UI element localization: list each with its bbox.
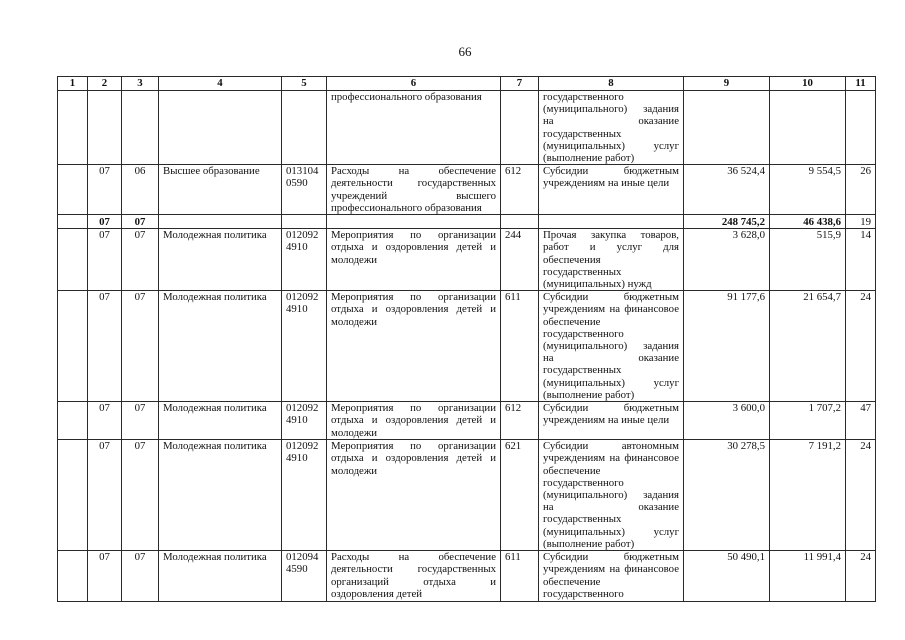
cell-line: 612 <box>505 402 522 415</box>
cell-col-1 <box>58 165 88 215</box>
table-body <box>58 91 876 602</box>
cell-line: 07 <box>99 440 110 453</box>
cell-col-6 <box>327 165 501 215</box>
cell-col-8 <box>539 291 684 402</box>
cell-line: отдыха и оздоровления детей и <box>331 303 496 316</box>
cell-line: обеспечения <box>543 253 601 266</box>
table-row <box>58 229 876 291</box>
cell-line: Мероприятия по организации <box>331 440 496 453</box>
cell-line: государственного <box>543 476 624 489</box>
cell-col-4 <box>159 402 282 440</box>
cell-line: (муниципального) задания <box>543 340 679 353</box>
cell-col-7 <box>501 440 539 551</box>
cell-line: (выполнение работ) <box>543 537 635 550</box>
cell-line: 30 278,5 <box>727 440 765 453</box>
cell-line: работ и услуг для <box>543 241 679 254</box>
cell-col-6 <box>327 229 501 291</box>
cell-line: 14 <box>860 229 871 242</box>
cell-col-3 <box>122 91 159 165</box>
cell-col-7 <box>501 215 539 229</box>
cell-col-7 <box>501 165 539 215</box>
cell-line: 07 <box>134 291 146 304</box>
cell-line: деятельности государственных <box>331 563 496 576</box>
header-row <box>58 77 876 91</box>
cell-col-9 <box>684 215 770 229</box>
cell-line: 012092 <box>286 291 319 304</box>
cell-col-4 <box>159 440 282 551</box>
cell-line: Расходы на обеспечение <box>331 165 496 178</box>
cell-col-9 <box>684 551 770 602</box>
cell-line: 07 <box>99 551 110 564</box>
cell-line: 06 <box>134 165 146 178</box>
cell-col-10 <box>770 165 846 215</box>
cell-col-6 <box>327 91 501 165</box>
cell-col-8 <box>539 229 684 291</box>
cell-line: (муниципальных) нужд <box>543 278 652 291</box>
column-header-7: 7 <box>501 77 539 91</box>
cell-col-7 <box>501 402 539 440</box>
column-header-10: 10 <box>770 77 846 91</box>
cell-line: отдыха и оздоровления детей и <box>331 414 496 427</box>
cell-line: 36 524,4 <box>727 165 765 178</box>
cell-col-9 <box>684 440 770 551</box>
cell-line: 07 <box>134 551 146 564</box>
cell-line: 012092 <box>286 229 319 242</box>
cell-line: Субсидии бюджетным <box>543 551 679 564</box>
table-header <box>58 77 876 91</box>
cell-line: 11 991,4 <box>803 551 841 564</box>
cell-line: 1 707,2 <box>808 402 841 415</box>
cell-col-2 <box>88 551 122 602</box>
cell-line: 4910 <box>286 452 308 465</box>
cell-col-6 <box>327 215 501 229</box>
cell-line: 07 <box>99 229 110 242</box>
cell-col-7 <box>501 229 539 291</box>
cell-line: молодежи <box>331 253 378 266</box>
cell-col-1 <box>58 229 88 291</box>
cell-line: Молодежная политика <box>163 291 267 304</box>
cell-line: 4910 <box>286 241 308 254</box>
cell-col-10 <box>770 91 846 165</box>
cell-line: (выполнение работ) <box>543 152 635 165</box>
cell-line: 50 490,1 <box>727 551 765 564</box>
column-header-4: 4 <box>159 77 282 91</box>
cell-col-11 <box>846 229 876 291</box>
cell-col-11 <box>846 165 876 215</box>
cell-line: 7 191,2 <box>808 440 841 453</box>
table-row <box>58 402 876 440</box>
cell-line: государственных <box>543 265 622 278</box>
cell-col-1 <box>58 91 88 165</box>
cell-line: 611 <box>505 551 521 564</box>
cell-col-7 <box>501 551 539 602</box>
cell-col-5 <box>282 551 327 602</box>
column-header-8: 8 <box>539 77 684 91</box>
column-header-9: 9 <box>684 77 770 91</box>
cell-line: 3 600,0 <box>732 402 765 415</box>
cell-line: 4590 <box>286 563 308 576</box>
cell-line: 07 <box>134 402 146 415</box>
column-header-3: 3 <box>122 77 159 91</box>
cell-line: 46 438,6 <box>803 215 841 228</box>
cell-col-11 <box>846 91 876 165</box>
cell-line: профессионального образования <box>331 91 482 103</box>
cell-col-10 <box>770 402 846 440</box>
cell-col-5 <box>282 215 327 229</box>
cell-col-6 <box>327 291 501 402</box>
cell-col-8 <box>539 215 684 229</box>
cell-col-5 <box>282 291 327 402</box>
cell-line: 3 628,0 <box>732 229 765 242</box>
cell-col-2 <box>88 215 122 229</box>
cell-line: учреждениям на иные цели <box>543 414 670 427</box>
cell-col-8 <box>539 402 684 440</box>
cell-line: 612 <box>505 165 522 178</box>
cell-col-9 <box>684 165 770 215</box>
cell-line: учреждений высшего <box>331 189 496 202</box>
cell-line: Расходы на обеспечение <box>331 551 496 564</box>
column-header-11: 11 <box>846 77 876 91</box>
cell-line: 07 <box>134 440 146 453</box>
cell-col-2 <box>88 91 122 165</box>
cell-line: 621 <box>505 440 522 453</box>
cell-line: обеспечение <box>543 464 601 477</box>
cell-line: оздоровления детей <box>331 587 423 600</box>
cell-line: (муниципальных) услуг <box>543 376 679 389</box>
cell-line: Мероприятия по организации <box>331 291 496 304</box>
cell-line: учреждениям на финансовое <box>543 563 679 576</box>
cell-col-5 <box>282 229 327 291</box>
cell-line: государственных <box>543 513 622 526</box>
cell-line: (муниципального) задания <box>543 103 679 116</box>
cell-line: 012092 <box>286 440 319 453</box>
cell-col-11 <box>846 402 876 440</box>
cell-line: Высшее образование <box>163 165 260 178</box>
cell-col-5 <box>282 91 327 165</box>
cell-col-11 <box>846 551 876 602</box>
cell-line: 91 177,6 <box>727 291 765 304</box>
cell-col-11 <box>846 440 876 551</box>
cell-line: (муниципального) задания <box>543 489 679 502</box>
cell-col-9 <box>684 229 770 291</box>
cell-col-3 <box>122 165 159 215</box>
cell-line: 07 <box>99 215 110 228</box>
cell-line: (выполнение работ) <box>543 388 635 401</box>
cell-line: Молодежная политика <box>163 229 267 242</box>
cell-line: 012092 <box>286 402 319 415</box>
cell-line: обеспечение <box>543 575 601 588</box>
cell-line: 24 <box>860 551 871 564</box>
cell-col-8 <box>539 165 684 215</box>
cell-line: учреждениям на финансовое <box>543 452 679 465</box>
cell-col-3 <box>122 551 159 602</box>
cell-col-10 <box>770 291 846 402</box>
table-row <box>58 91 876 165</box>
cell-col-7 <box>501 291 539 402</box>
cell-line: 26 <box>860 165 871 178</box>
cell-line: на оказание <box>543 501 679 514</box>
cell-line: 0590 <box>286 177 308 190</box>
cell-col-10 <box>770 440 846 551</box>
cell-col-3 <box>122 440 159 551</box>
cell-col-10 <box>770 215 846 229</box>
cell-line: на оказание <box>543 115 679 128</box>
cell-line: отдыха и оздоровления детей и <box>331 452 496 465</box>
cell-line: государственного <box>543 91 624 103</box>
cell-line: 24 <box>860 291 871 304</box>
table-row <box>58 215 876 229</box>
cell-col-5 <box>282 440 327 551</box>
cell-col-1 <box>58 551 88 602</box>
cell-col-6 <box>327 440 501 551</box>
table-row <box>58 440 876 551</box>
cell-col-8 <box>539 91 684 165</box>
cell-col-2 <box>88 291 122 402</box>
cell-line: обеспечение <box>543 315 601 328</box>
cell-col-10 <box>770 229 846 291</box>
cell-col-6 <box>327 402 501 440</box>
cell-line: 07 <box>99 402 110 415</box>
cell-col-8 <box>539 440 684 551</box>
cell-line: 07 <box>99 165 110 178</box>
cell-col-1 <box>58 215 88 229</box>
cell-line: 07 <box>99 291 110 304</box>
cell-line: 4910 <box>286 303 308 316</box>
table-row <box>58 551 876 602</box>
budget-table <box>57 76 876 602</box>
cell-line: Мероприятия по организации <box>331 402 496 415</box>
page-number: 66 <box>458 44 472 59</box>
cell-line: 4910 <box>286 414 308 427</box>
cell-line: государственного <box>543 587 624 600</box>
cell-col-1 <box>58 402 88 440</box>
cell-line: отдыха и оздоровления детей и <box>331 241 496 254</box>
cell-col-8 <box>539 551 684 602</box>
cell-line: Молодежная политика <box>163 440 267 453</box>
cell-line: государственного <box>543 327 624 340</box>
cell-col-9 <box>684 91 770 165</box>
cell-line: молодежи <box>331 315 378 328</box>
cell-line: Субсидии бюджетным <box>543 165 679 178</box>
cell-line: 9 554,5 <box>808 165 841 178</box>
column-header-6: 6 <box>327 77 501 91</box>
cell-col-11 <box>846 215 876 229</box>
cell-col-6 <box>327 551 501 602</box>
cell-line: (муниципальных) услуг <box>543 139 679 152</box>
cell-col-4 <box>159 91 282 165</box>
cell-line: 248 745,2 <box>721 215 765 228</box>
cell-line: 07 <box>134 229 146 242</box>
cell-col-1 <box>58 440 88 551</box>
cell-col-2 <box>88 165 122 215</box>
cell-col-3 <box>122 291 159 402</box>
cell-col-2 <box>88 229 122 291</box>
cell-line: Мероприятия по организации <box>331 229 496 242</box>
cell-col-9 <box>684 402 770 440</box>
table-row <box>58 165 876 215</box>
cell-col-3 <box>122 215 159 229</box>
column-header-1: 1 <box>58 77 88 91</box>
cell-col-11 <box>846 291 876 402</box>
cell-line: 013104 <box>286 165 319 178</box>
cell-line: Субсидии автономным <box>543 440 679 453</box>
cell-col-4 <box>159 215 282 229</box>
cell-line: 19 <box>860 215 871 228</box>
cell-col-10 <box>770 551 846 602</box>
table-row <box>58 291 876 402</box>
cell-col-2 <box>88 440 122 551</box>
cell-col-4 <box>159 165 282 215</box>
cell-line: Субсидии бюджетным <box>543 402 679 415</box>
cell-line: 24 <box>860 440 871 453</box>
column-header-5: 5 <box>282 77 327 91</box>
cell-line: 244 <box>505 229 522 242</box>
cell-line: молодежи <box>331 464 378 477</box>
cell-col-4 <box>159 551 282 602</box>
cell-col-4 <box>159 229 282 291</box>
cell-line: 07 <box>134 215 146 228</box>
cell-col-3 <box>122 402 159 440</box>
cell-line: профессионального образования <box>331 201 482 214</box>
cell-line: молодежи <box>331 426 378 439</box>
cell-line: 21 654,7 <box>803 291 841 304</box>
cell-line: учреждениям на иные цели <box>543 177 670 190</box>
cell-line: Молодежная политика <box>163 402 267 415</box>
column-header-2: 2 <box>88 77 122 91</box>
cell-line: на оказание <box>543 352 679 365</box>
cell-line: деятельности государственных <box>331 177 496 190</box>
cell-line: 611 <box>505 291 521 304</box>
cell-col-7 <box>501 91 539 165</box>
cell-line: Молодежная политика <box>163 551 267 564</box>
cell-col-5 <box>282 165 327 215</box>
cell-line: Субсидии бюджетным <box>543 291 679 304</box>
cell-col-4 <box>159 291 282 402</box>
cell-line: 012094 <box>286 551 319 564</box>
cell-line: 47 <box>860 402 871 415</box>
cell-col-2 <box>88 402 122 440</box>
cell-line: государственных <box>543 364 622 377</box>
cell-col-1 <box>58 291 88 402</box>
cell-line: 515,9 <box>816 229 841 242</box>
cell-line: Прочая закупка товаров, <box>543 229 679 242</box>
cell-col-3 <box>122 229 159 291</box>
cell-line: организаций отдыха и <box>331 575 496 588</box>
cell-line: государственных <box>543 127 622 140</box>
cell-col-9 <box>684 291 770 402</box>
cell-line: (муниципальных) услуг <box>543 525 679 538</box>
cell-line: учреждениям на финансовое <box>543 303 679 316</box>
cell-col-5 <box>282 402 327 440</box>
